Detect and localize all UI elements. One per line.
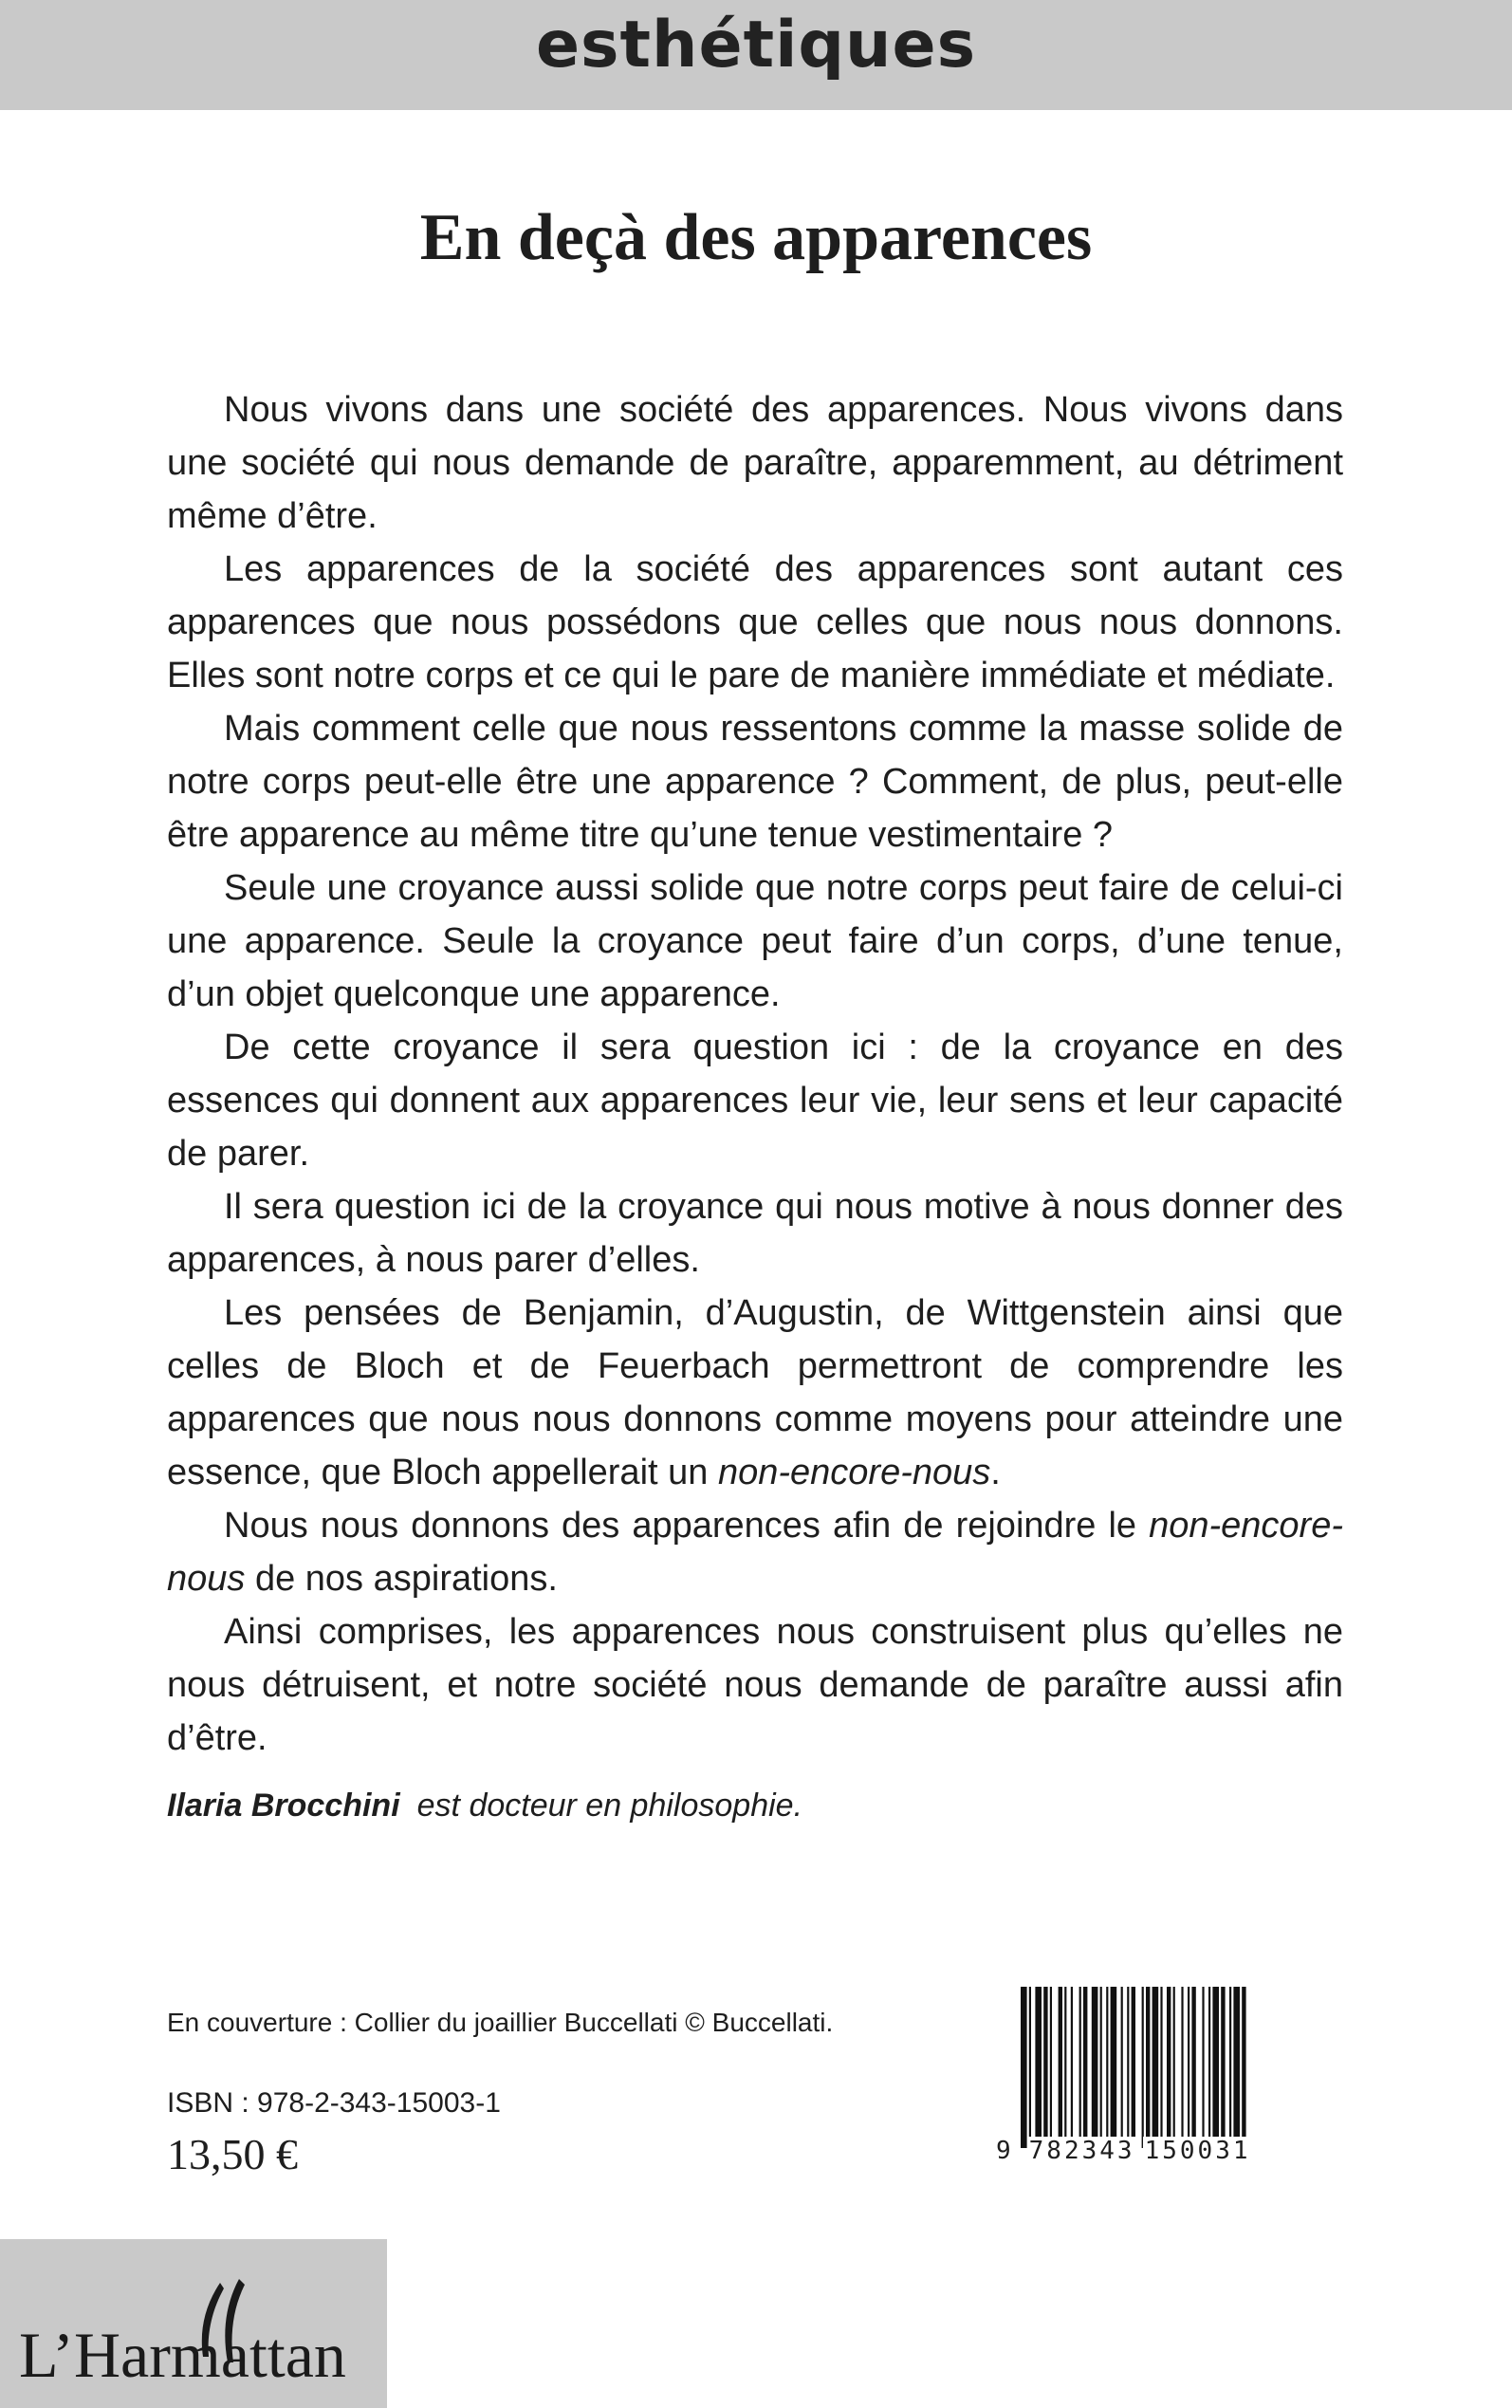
blurb-paragraph: De cette croyance il sera question ici : de la croyance en des essences qui donnent aux apparences leur vie, leur sens et leur capacité de parer. xyxy=(167,1028,1343,1174)
barcode-right-group: 150031 xyxy=(1144,2137,1251,2165)
blurb-text: . xyxy=(990,1453,1001,1492)
publisher-name: L’Harmattan xyxy=(19,2319,346,2391)
blurb-text: de nos aspirations. xyxy=(245,1559,558,1599)
price: 13,50 € xyxy=(167,2130,298,2178)
blurb-emphasis: non-encore-nous xyxy=(717,1453,991,1492)
barcode-number xyxy=(996,2137,1324,2165)
author-name: Ilaria Brocchini xyxy=(167,1787,400,1824)
author-bio xyxy=(167,1787,802,1825)
blurb-text: Les pensées de Benjamin, d’Augustin, de Wittgenstein ainsi que celles de Bloch et de Feuerbach permettront de comprendre les apparences que nous nous donnons comme moyens pour atteindre une essence, que Bloch appellerait un xyxy=(167,1293,1343,1492)
book-title: En deçà des apparences xyxy=(419,201,1093,274)
blurb-paragraph: Seule une croyance aussi solide que notre corps peut faire de celui-ci une apparence. Seule la croyance peut faire d’un corps, d’une tenue, d’un objet quelconque une apparence. xyxy=(167,868,1343,1014)
blurb-paragraph xyxy=(167,1499,1343,1605)
isbn: ISBN : 978-2-343-15003-1 xyxy=(167,2087,501,2119)
blurb-paragraph: Il sera question ici de la croyance qui nous motive à nous donner des apparences, à nous parer d’elles. xyxy=(167,1187,1343,1280)
blurb-emphasis: non-encore-nous xyxy=(167,1506,1343,1599)
blurb-paragraph: Nous vivons dans une société des apparences. Nous vivons dans une société qui nous demande de paraître, apparemment, au détriment même d’être. xyxy=(167,390,1343,536)
blurb-paragraph: Ainsi comprises, les apparences nous construisent plus qu’elles ne nous détruisent, et notre société nous demande de paraître aussi afin d’être. xyxy=(167,1612,1343,1758)
series-title: esthétiques xyxy=(535,8,977,83)
barcode-first-digit: 9 xyxy=(996,2137,1014,2165)
blurb-text: Nous nous donnons des apparences afin de rejoindre le xyxy=(224,1506,1150,1546)
barcode-left-group: 782343 xyxy=(1028,2137,1135,2165)
blurb-paragraph xyxy=(167,1287,1343,1499)
back-cover-blurb xyxy=(167,383,1343,1765)
cover-credit: En couverture : Collier du joaillier Buccellati © Buccellati. xyxy=(167,2008,834,2037)
blurb-paragraph: Les apparences de la société des apparences sont autant ces apparences que nous possédons que celles que nous nous donnons. Elles sont notre corps et ce qui le pare de manière immédiate et médiate. xyxy=(167,549,1343,695)
blurb-paragraph: Mais comment celle que nous ressentons comme la masse solide de notre corps peut-elle être une apparence ? Comment, de plus, peut-elle être apparence au même titre qu’une tenue vestimentaire ? xyxy=(167,709,1343,855)
author-description: est docteur en philosophie. xyxy=(416,1787,803,1824)
